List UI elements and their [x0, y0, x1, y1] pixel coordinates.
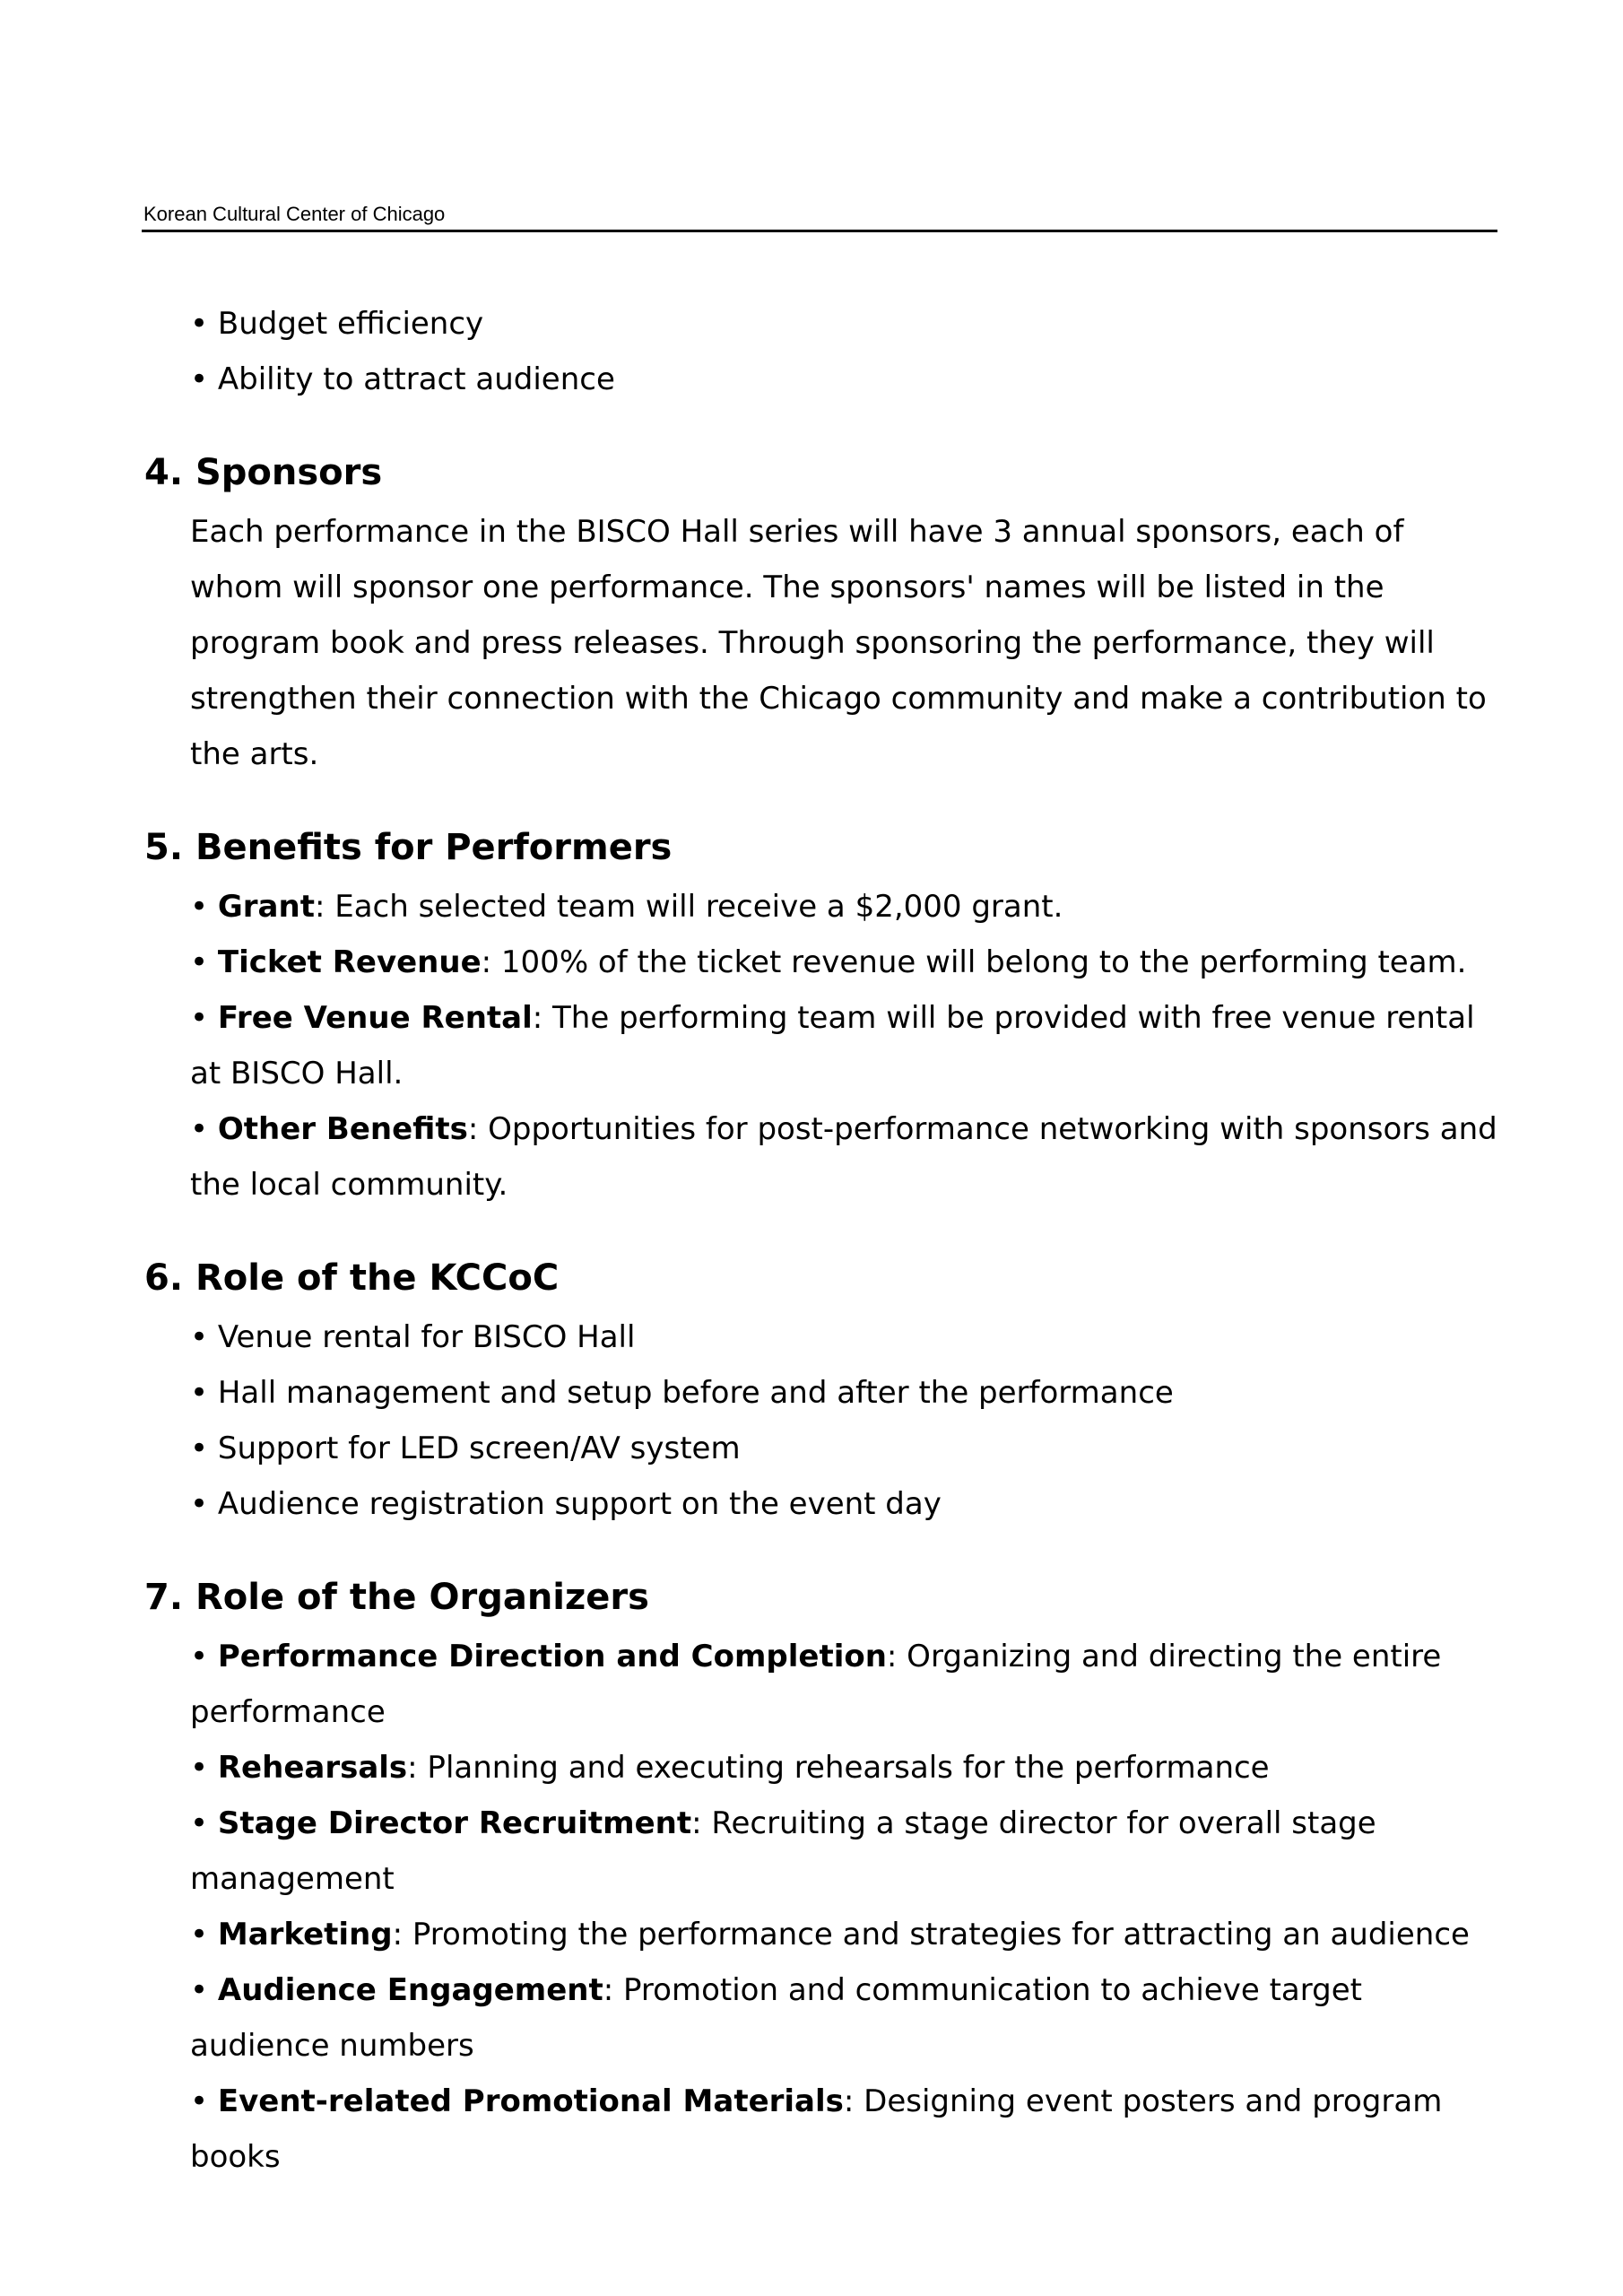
section-number: 7. — [144, 1577, 184, 1618]
item-text: : Designing event posters and program books — [190, 2083, 1443, 2175]
item-term: Grant — [217, 889, 315, 925]
list-item: • Support for LED screen/AV system — [190, 1431, 741, 1466]
list-item — [190, 1629, 1497, 1740]
section-paragraph: Each performance in the BISCO Hall series will have 3 annual sponsors, each of whom will sponsor one performance. The sponsors' names will be listed in the program book and press releases. Through sponsoring the performance, they will strengthen their connection with the Chicago community and make a contribution to the arts. — [190, 514, 1487, 772]
list-item — [190, 879, 1497, 935]
item-text: : Opportunities for post-performance networking with sponsors and the local community. — [190, 1111, 1497, 1203]
bullet-mark: • — [190, 1805, 218, 1841]
header-title: Korean Cultural Center of Chicago — [143, 203, 446, 225]
item-term: Audience Engagement — [217, 1972, 603, 2008]
item-term: Ticket Revenue — [217, 944, 482, 980]
section-heading — [144, 1570, 1497, 1625]
section-title: Role of the KCCoC — [195, 1257, 560, 1299]
item-text: : The performing team will be provided with free venue rental at BISCO Hall. — [190, 1000, 1475, 1091]
bullet-mark: • — [190, 1639, 218, 1674]
list-item: • Venue rental for BISCO Hall — [190, 1319, 636, 1355]
list-item — [190, 1962, 1497, 2074]
section-number: 4. — [144, 452, 184, 493]
section-title: Benefits for Performers — [195, 827, 673, 868]
section-kccoc-role — [144, 1250, 1497, 1532]
document-body — [144, 296, 1497, 2185]
list-item — [190, 2074, 1497, 2185]
list-item — [190, 1907, 1497, 1962]
list-item — [190, 990, 1497, 1101]
item-text: : Planning and executing rehearsals for the performance — [407, 1750, 1270, 1786]
item-term: Performance Direction and Completion — [217, 1639, 887, 1674]
item-text: : Recruiting a stage director for overall stage management — [190, 1805, 1376, 1897]
bullet-mark: • — [190, 1917, 218, 1952]
list-item — [190, 1740, 1497, 1796]
bullet-mark: • — [190, 1000, 218, 1036]
section-title: Role of the Organizers — [195, 1577, 649, 1618]
item-text: : 100% of the ticket revenue will belong to the performing team. — [481, 944, 1467, 980]
section-number: 6. — [144, 1257, 184, 1299]
intro-bullet-list — [190, 296, 1497, 407]
item-term: Rehearsals — [217, 1750, 408, 1786]
list-item: • Budget efficiency — [190, 306, 484, 342]
item-text: : Promotion and communication to achieve target audience numbers — [190, 1972, 1362, 2064]
item-text: : Each selected team will receive a $2,000 grant. — [314, 889, 1063, 925]
page-header — [142, 203, 1497, 232]
item-term: Other Benefits — [217, 1111, 468, 1147]
item-term: Free Venue Rental — [217, 1000, 533, 1036]
section-heading — [144, 445, 1497, 500]
bullet-mark: • — [190, 1972, 218, 2008]
list-item — [190, 1796, 1497, 1907]
item-term: Marketing — [217, 1917, 393, 1952]
bullet-mark: • — [190, 1750, 218, 1786]
list-item: • Audience registration support on the event day — [190, 1486, 942, 1522]
section-benefits — [144, 820, 1497, 1213]
item-term: Stage Director Recruitment — [217, 1805, 692, 1841]
bullet-mark: • — [190, 944, 218, 980]
list-item — [190, 935, 1497, 990]
item-text: : Organizing and directing the entire performance — [190, 1639, 1442, 1730]
section-title: Sponsors — [195, 452, 383, 493]
item-term: Event-related Promotional Materials — [217, 2083, 844, 2119]
item-text: : Promoting the performance and strategies for attracting an audience — [392, 1917, 1470, 1952]
bullet-mark: • — [190, 889, 218, 925]
bullet-mark: • — [190, 2083, 218, 2119]
section-number: 5. — [144, 827, 184, 868]
section-heading — [144, 820, 1497, 875]
section-organizers-role — [144, 1570, 1497, 2185]
section-sponsors — [144, 445, 1497, 782]
list-item — [190, 1101, 1497, 1213]
section-heading — [144, 1250, 1497, 1306]
list-item: • Hall management and setup before and after the performance — [190, 1375, 1174, 1411]
list-item: • Ability to attract audience — [190, 361, 615, 397]
bullet-mark: • — [190, 1111, 218, 1147]
